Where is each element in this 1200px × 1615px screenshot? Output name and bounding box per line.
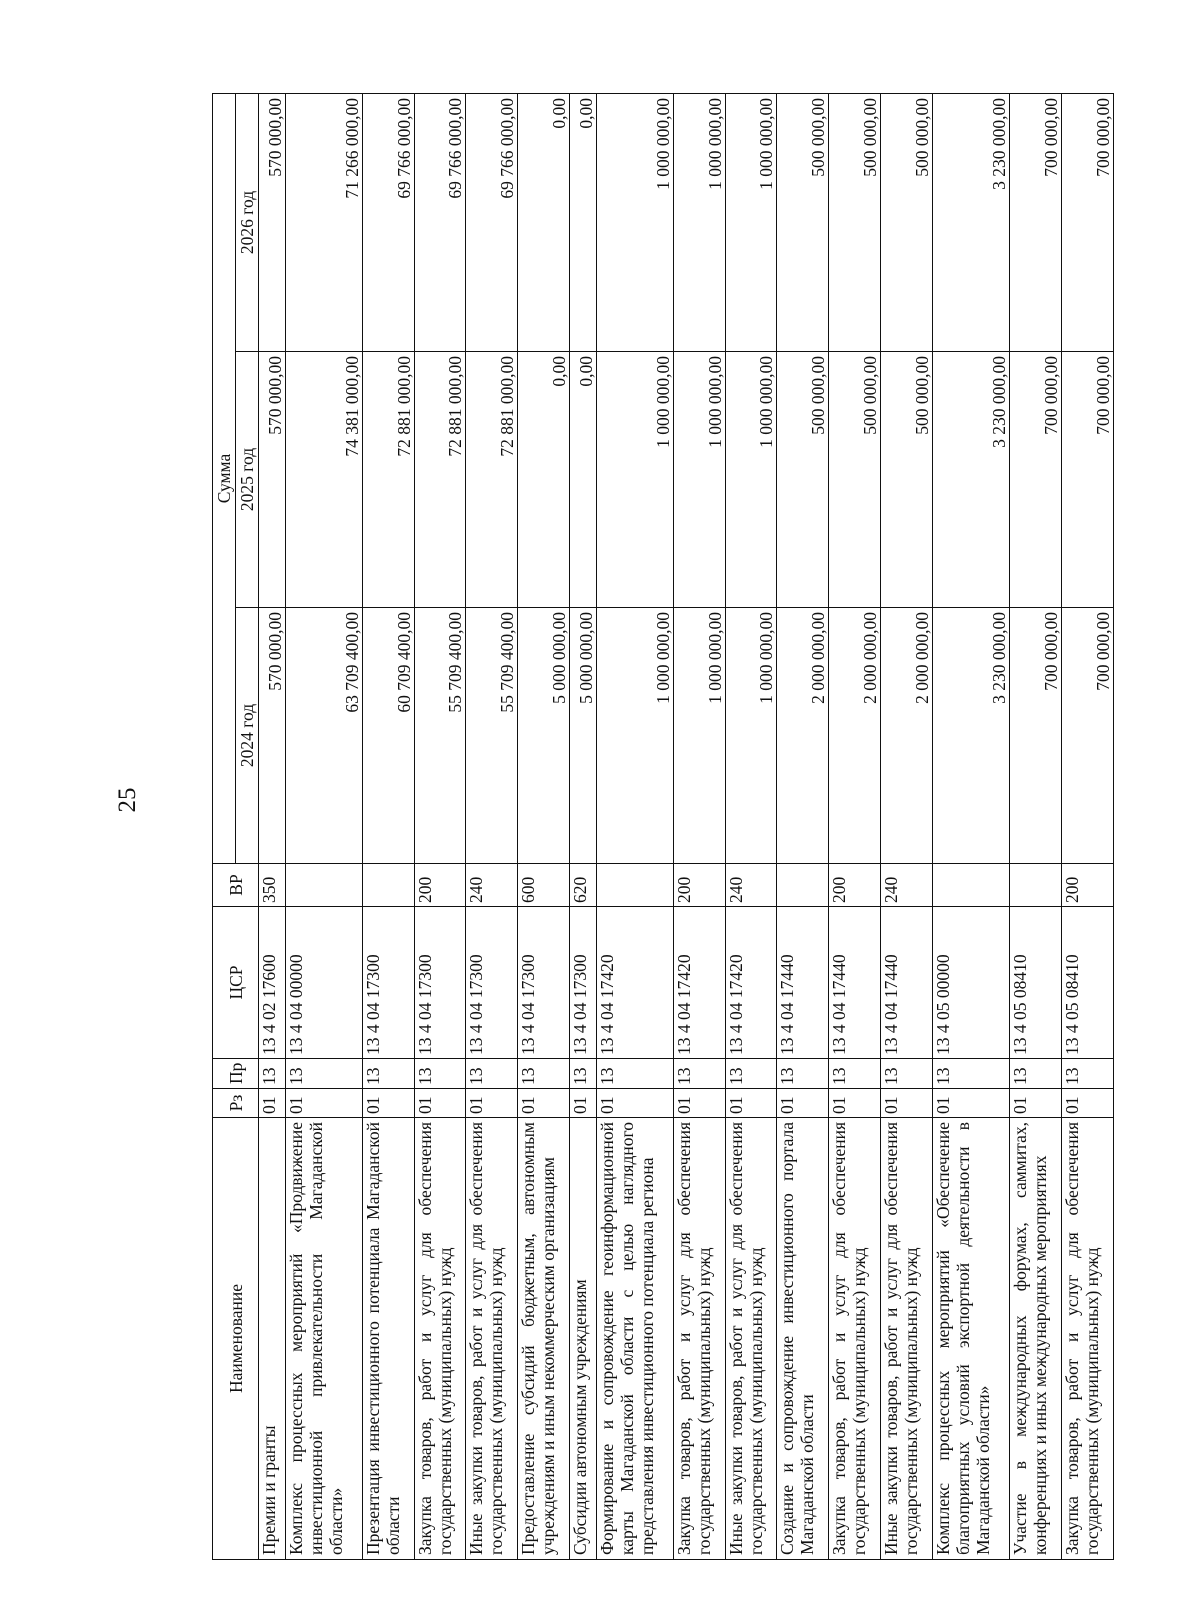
header-2025: 2025 год (236, 352, 259, 608)
cell-csr: 13 4 02 17600 (259, 907, 286, 1059)
table-row (1010, 93, 1062, 1559)
cell-pr: 13 (414, 1059, 466, 1089)
cell-pr: 13 (596, 1059, 673, 1089)
table-row (932, 93, 1009, 1559)
cell-2025: 74 381 000,00 (285, 352, 362, 608)
table-row (466, 93, 518, 1559)
cell-2026: 71 266 000,00 (285, 93, 362, 351)
cell-name: Закупка товаров, работ и услуг для обеспечения государственных (муниципальных) нужд (829, 1118, 881, 1560)
cell-vr: 240 (725, 864, 777, 907)
cell-2024: 55 709 400,00 (414, 608, 466, 864)
cell-rz: 01 (362, 1089, 414, 1118)
cell-2026: 700 000,00 (1010, 93, 1062, 351)
cell-rz: 01 (1010, 1089, 1062, 1118)
cell-2024: 3 230 000,00 (932, 608, 1009, 864)
header-rz: Рз (213, 1089, 259, 1118)
cell-pr: 13 (285, 1059, 362, 1089)
cell-name: Комплекс процессных мероприятий «Продвижение инвестиционной привлекательности Магаданской области» (285, 1118, 362, 1560)
cell-2026: 500 000,00 (881, 93, 933, 351)
cell-csr: 13 4 04 17300 (362, 907, 414, 1059)
cell-2025: 0,00 (570, 352, 597, 608)
cell-pr: 13 (673, 1059, 725, 1089)
cell-csr: 13 4 05 00000 (932, 907, 1009, 1059)
cell-name: Комплекс процессных мероприятий «Обеспечение благоприятных условий экспортной деятельности в Магаданской области» (932, 1118, 1009, 1560)
cell-2026: 1 000 000,00 (673, 93, 725, 351)
cell-2025: 1 000 000,00 (673, 352, 725, 608)
cell-2026: 700 000,00 (1061, 93, 1113, 351)
rotated-table-container (212, 94, 1114, 1560)
cell-rz: 01 (829, 1089, 881, 1118)
cell-vr: 200 (414, 864, 466, 907)
cell-csr: 13 4 04 17300 (466, 907, 518, 1059)
cell-csr: 13 4 04 17440 (829, 907, 881, 1059)
header-vr: ВР (213, 864, 259, 907)
cell-rz: 01 (725, 1089, 777, 1118)
cell-2026: 500 000,00 (829, 93, 881, 351)
cell-2026: 69 766 000,00 (466, 93, 518, 351)
table-row (725, 93, 777, 1559)
cell-2026: 69 766 000,00 (362, 93, 414, 351)
cell-pr: 13 (777, 1059, 829, 1089)
header-2026: 2026 год (236, 93, 259, 351)
cell-rz: 01 (932, 1089, 1009, 1118)
cell-vr: 200 (829, 864, 881, 907)
cell-name: Формирование и сопровождение геоинформационной карты Магаданской области с целью наглядного представления инвестиционного потенциала региона (596, 1118, 673, 1560)
cell-2024: 1 000 000,00 (596, 608, 673, 864)
cell-csr: 13 4 04 00000 (285, 907, 362, 1059)
cell-rz: 01 (673, 1089, 725, 1118)
table-row (285, 93, 362, 1559)
cell-2025: 0,00 (518, 352, 570, 608)
cell-rz: 01 (518, 1089, 570, 1118)
cell-2024: 63 709 400,00 (285, 608, 362, 864)
cell-pr: 13 (570, 1059, 597, 1089)
cell-name: Закупка товаров, работ и услуг для обеспечения государственных (муниципальных) нужд (1061, 1118, 1113, 1560)
cell-2026: 69 766 000,00 (414, 93, 466, 351)
page-number: 25 (114, 787, 141, 813)
cell-2025: 570 000,00 (259, 352, 286, 608)
cell-2024: 1 000 000,00 (673, 608, 725, 864)
cell-csr: 13 4 04 17300 (414, 907, 466, 1059)
cell-rz: 01 (259, 1089, 286, 1118)
cell-vr (596, 864, 673, 907)
table-row (1061, 93, 1113, 1559)
table-row (777, 93, 829, 1559)
table-row (596, 93, 673, 1559)
cell-2024: 5 000 000,00 (518, 608, 570, 864)
cell-2024: 60 709 400,00 (362, 608, 414, 864)
table-row (881, 93, 933, 1559)
cell-vr (1010, 864, 1062, 907)
table-row (414, 93, 466, 1559)
cell-pr: 13 (518, 1059, 570, 1089)
cell-vr: 350 (259, 864, 286, 907)
cell-2025: 700 000,00 (1010, 352, 1062, 608)
cell-2024: 1 000 000,00 (725, 608, 777, 864)
cell-rz: 01 (285, 1089, 362, 1118)
table-row (673, 93, 725, 1559)
cell-csr: 13 4 04 17420 (673, 907, 725, 1059)
cell-pr: 13 (829, 1059, 881, 1089)
cell-pr: 13 (1061, 1059, 1113, 1089)
cell-vr (777, 864, 829, 907)
cell-vr (285, 864, 362, 907)
cell-vr: 620 (570, 864, 597, 907)
cell-name: Создание и сопровождение инвестиционного портала Магаданской области (777, 1118, 829, 1560)
cell-vr: 200 (673, 864, 725, 907)
table-row (259, 93, 286, 1559)
cell-2026: 570 000,00 (259, 93, 286, 351)
header-pr: Пр (213, 1059, 259, 1089)
cell-name: Предоставление субсидий бюджетным, автономным учреждениям и иным некоммерческим организациям (518, 1118, 570, 1560)
cell-csr: 13 4 04 17440 (881, 907, 933, 1059)
cell-csr: 13 4 05 08410 (1061, 907, 1113, 1059)
cell-rz: 01 (777, 1089, 829, 1118)
cell-vr: 600 (518, 864, 570, 907)
cell-vr: 240 (466, 864, 518, 907)
header-csr: ЦСР (213, 907, 259, 1059)
cell-rz: 01 (466, 1089, 518, 1118)
cell-2025: 500 000,00 (881, 352, 933, 608)
cell-name: Иные закупки товаров, работ и услуг для обеспечения государственных (муниципальных) нужд (881, 1118, 933, 1560)
cell-vr: 240 (881, 864, 933, 907)
cell-2024: 2 000 000,00 (829, 608, 881, 864)
cell-name: Субсидии автономным учреждениям (570, 1118, 597, 1560)
cell-2024: 700 000,00 (1010, 608, 1062, 864)
cell-2026: 1 000 000,00 (725, 93, 777, 351)
cell-2025: 3 230 000,00 (932, 352, 1009, 608)
cell-name: Иные закупки товаров, работ и услуг для обеспечения государственных (муниципальных) нужд (466, 1118, 518, 1560)
cell-csr: 13 4 04 17420 (725, 907, 777, 1059)
cell-name: Презентация инвестиционного потенциала Магаданской области (362, 1118, 414, 1560)
cell-pr: 13 (362, 1059, 414, 1089)
cell-2026: 0,00 (570, 93, 597, 351)
header-2024: 2024 год (236, 608, 259, 864)
cell-2026: 3 230 000,00 (932, 93, 1009, 351)
cell-2025: 72 881 000,00 (466, 352, 518, 608)
cell-name: Закупка товаров, работ и услуг для обеспечения государственных (муниципальных) нужд (414, 1118, 466, 1560)
cell-2024: 2 000 000,00 (881, 608, 933, 864)
table-row (829, 93, 881, 1559)
cell-csr: 13 4 04 17420 (596, 907, 673, 1059)
cell-2024: 55 709 400,00 (466, 608, 518, 864)
cell-pr: 13 (466, 1059, 518, 1089)
cell-pr: 13 (1010, 1059, 1062, 1089)
cell-2025: 500 000,00 (829, 352, 881, 608)
cell-2025: 700 000,00 (1061, 352, 1113, 608)
cell-2026: 1 000 000,00 (596, 93, 673, 351)
cell-rz: 01 (414, 1089, 466, 1118)
cell-pr: 13 (881, 1059, 933, 1089)
cell-vr: 200 (1061, 864, 1113, 907)
cell-2025: 72 881 000,00 (414, 352, 466, 608)
cell-pr: 13 (725, 1059, 777, 1089)
header-sum: Сумма (213, 93, 236, 863)
table-row (518, 93, 570, 1559)
cell-rz: 01 (1061, 1089, 1113, 1118)
cell-rz: 01 (570, 1089, 597, 1118)
budget-table (212, 93, 1114, 1560)
cell-2024: 5 000 000,00 (570, 608, 597, 864)
table-body (259, 93, 1114, 1559)
cell-2025: 1 000 000,00 (725, 352, 777, 608)
cell-vr (362, 864, 414, 907)
cell-csr: 13 4 04 17300 (518, 907, 570, 1059)
cell-name: Участие в международных форумах, саммитах, конференциях и иных международных мероприятиях (1010, 1118, 1062, 1560)
cell-2026: 0,00 (518, 93, 570, 351)
cell-rz: 01 (881, 1089, 933, 1118)
cell-csr: 13 4 04 17300 (570, 907, 597, 1059)
cell-2024: 2 000 000,00 (777, 608, 829, 864)
cell-2025: 1 000 000,00 (596, 352, 673, 608)
table-row (362, 93, 414, 1559)
cell-2026: 500 000,00 (777, 93, 829, 351)
cell-2024: 700 000,00 (1061, 608, 1113, 864)
cell-name: Премии и гранты (259, 1118, 286, 1560)
cell-2024: 570 000,00 (259, 608, 286, 864)
cell-csr: 13 4 05 08410 (1010, 907, 1062, 1059)
table-row (570, 93, 597, 1559)
cell-pr: 13 (259, 1059, 286, 1089)
cell-2025: 500 000,00 (777, 352, 829, 608)
header-name: Наименование (213, 1118, 259, 1560)
cell-pr: 13 (932, 1059, 1009, 1089)
cell-name: Иные закупки товаров, работ и услуг для обеспечения государственных (муниципальных) нужд (725, 1118, 777, 1560)
cell-2025: 72 881 000,00 (362, 352, 414, 608)
cell-vr (932, 864, 1009, 907)
cell-name: Закупка товаров, работ и услуг для обеспечения государственных (муниципальных) нужд (673, 1118, 725, 1560)
cell-csr: 13 4 04 17440 (777, 907, 829, 1059)
cell-rz: 01 (596, 1089, 673, 1118)
